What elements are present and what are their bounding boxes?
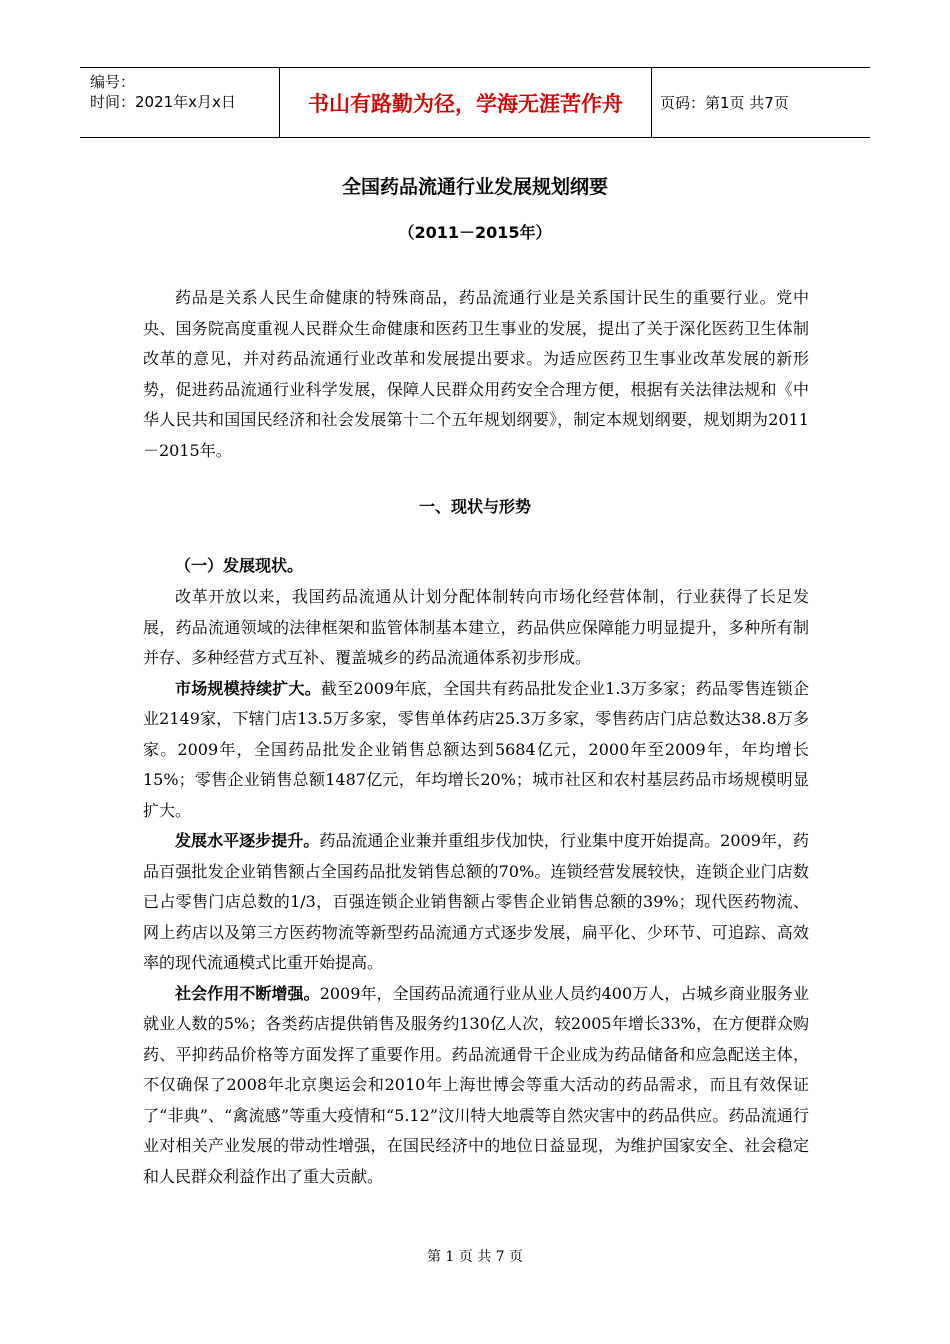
text-social-role: 2009年，全国药品流通行业从业人员约400万人，占城乡商业服务业就业人数的5%；各类药店提供销售及服务约130亿人次，较2005年增长33%，在方便群众购药、平抑药品价格等方面发挥了重要作用。药品流通骨干企业成为药品储备和应急配送主体，不仅确保了2008年北京奥运会和2010年上海世博会等重大活动的药品需求，而且有效保证了“非典”、“禽流感”等重大疫情和“5.12”汶川特大地震等自然灾害中的药品供应。药品流通行业对相关产业发展的带动性增强，在国民经济中的地位日益显现，为维护国家安全、社会稳定和人民群众利益作出了重大贡献。 bbox=[143, 983, 809, 1186]
paragraph-market-scale bbox=[143, 674, 809, 827]
text-market-scale: 截至2009年底，全国共有药品批发企业1.3万多家；药品零售连锁企业2149家，下辖门店13.5万多家，零售单体药店25.3万多家，零售药店门店总数达38.8万多家。2009年，全国药品批发企业销售总额达到5684亿元，2000年至2009年，年均增长15%；零售企业销售总额1487亿元，年均增长20%；城市社区和农村基层药品市场规模明显扩大。 bbox=[143, 678, 809, 820]
header-meta bbox=[80, 68, 280, 137]
document-number-label: 编号： bbox=[90, 73, 136, 91]
paragraph-development-level bbox=[143, 826, 809, 979]
lead-development-level: 发展水平逐步提升。 bbox=[175, 831, 320, 850]
document-subtitle: （2011－2015年） bbox=[398, 223, 552, 242]
subsection-heading: （一）发展现状。 bbox=[175, 556, 304, 575]
lead-social-role: 社会作用不断增强。 bbox=[175, 983, 320, 1003]
page-header bbox=[80, 67, 870, 138]
document-time: 时间：2021年x月x日 bbox=[90, 93, 236, 111]
section-heading: 一、现状与形势 bbox=[418, 497, 531, 516]
header-motto: 书山有路勤为径，学海无涯苦作舟 bbox=[280, 68, 652, 137]
header-page-info: 页码：第1页 共7页 bbox=[660, 94, 789, 112]
intro-paragraph: 药品是关系人民生命健康的特殊商品，药品流通行业是关系国计民生的重要行业。党中央、国务院高度重视人民群众生命健康和医药卫生事业的发展，提出了关于深化医药卫生体制改革的意见，并对药品流通行业改革和发展提出要求。为适应医药卫生事业改革发展的新形势，促进药品流通行业科学发展，保障人民群众用药安全合理方便，根据有关法律法规和《中华人民共和国国民经济和社会发展第十二个五年规划纲要》，制定本规划纲要，规划期为2011－2015年。 bbox=[143, 288, 809, 460]
lead-market-scale: 市场规模持续扩大。 bbox=[175, 678, 321, 698]
text-development-level: 药品流通企业兼并重组步伐加快，行业集中度开始提高。2009年，药品百强批发企业销售额占全国药品批发销售总额的70%。连锁经营发展较快，连锁企业门店数已占零售门店总数的1/3，百强连锁企业销售额占零售企业销售总额的39%；现代医药物流、网上药店以及第三方医药物流等新型药品流通方式逐步发展，扁平化、少环节、可追踪、高效率的现代流通模式比重开始提高。 bbox=[143, 831, 809, 972]
intro-block bbox=[143, 283, 809, 466]
document-title: 全国药品流通行业发展规划纲要 bbox=[341, 176, 608, 198]
page-footer: 第 1 页 共 7 页 bbox=[426, 1249, 524, 1265]
paragraph-social-role bbox=[143, 979, 809, 1193]
paragraph-development: 改革开放以来，我国药品流通从计划分配体制转向市场化经营体制，行业获得了长足发展，药品流通领域的法律框架和监管体制基本建立，药品供应保障能力明显提升，多种所有制并存、多种经营方式互补、覆盖城乡的药品流通体系初步形成。 bbox=[143, 587, 809, 667]
content-block bbox=[143, 582, 809, 1192]
